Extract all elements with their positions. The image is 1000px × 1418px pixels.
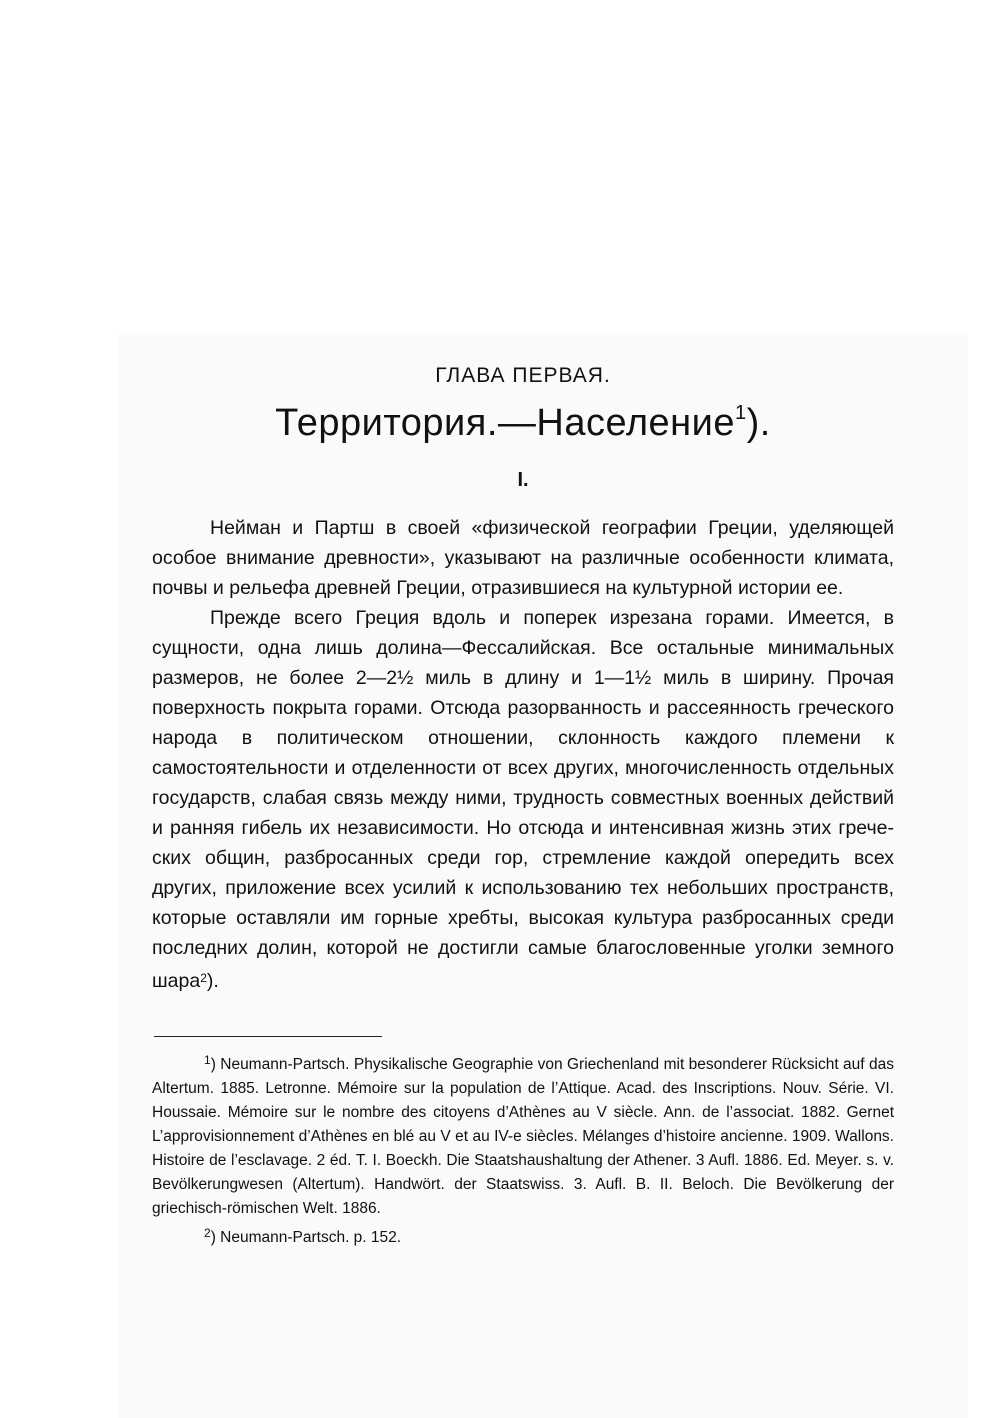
section-number: I.: [517, 469, 529, 491]
footnote-2-mark: 2: [204, 1226, 211, 1240]
chapter-title: [152, 402, 894, 445]
paragraph-2: [152, 603, 894, 996]
footnote-1-text: ) Neumann-Partsch. Physikalische Geographie von Griechenland mit besonderer Rücksicht auf das Altertum. 1885. Letronne. Mémoire sur la population de l’Attique. Acad. des Inscriptions. Nouv. Série. VI. Houssaie. Mémoire sur le nombre des citoyens d’Athènes au V siècle. Ann. de l’associat. 1882. Gernet L’approvisionnement d’Athènes en blé au V et au IV-e siècles. Mélanges d’histoire ancienne. 1909. Wallons. Histoire de l’esclavage. 2 éd. T. I. Boeckh. Die Staatshaushaltung der Athener. 3 Aufl. 1886. Ed. Meyer. s. v. Bevölkerungwesen (Altertum). Handwört. der Staatswiss. 3. Aufl. B. II. Beloch. Die Bevölkerung der griechisch-römischen Welt. 1886.: [152, 1056, 894, 1217]
paragraph-2-end: ).: [206, 970, 219, 992]
footnote-1-mark: 1: [204, 1053, 211, 1067]
paragraph-2-text: Прежде всего Греция вдоль и поперек изрезана горами. Имеется, в сущности, одна лишь долина—Фессалийская. Все остальные минимальных размеров, не более 2—2½ миль в длину и 1—1½ миль в ширину. Прочая поверхность покрыта горами. Отсюда разорванность и рассеянность греческого народа в политическом отношении, склонность каждого племени к самостоятельности и отделенности от всех других, многочисленность отдельных государств, слабая связь между ними, трудность совместных военных действий и ранняя гибель их независимости. Но отсюда и интенсивная жизнь этих греческих общин, разбросанных среди гор, стремление каждой опередить всех других, приложение всех усилий к использованию тех небольших пространств, которые оставляли им горные хребты, высокая культура разбросанных среди последних долин, которой не достигли самые благословенные уголки земного шара: [152, 607, 894, 992]
footnote-1: [152, 1048, 894, 1221]
footnote-divider: [154, 1036, 382, 1037]
body-text: [152, 513, 894, 996]
paragraph-2-note-mark: 2: [200, 971, 207, 985]
chapter-title-note-mark: 1: [735, 402, 747, 424]
chapter-title-text: Территория.—Население: [275, 402, 736, 444]
footnote-2-text: ) Neumann-Partsch. p. 152.: [210, 1229, 402, 1246]
paragraph-1: Нейман и Партш в своей «физической географии Греции, уделяющей особое внимание древности», указывают на различные особенности климата, почвы и рельефа древней Греции, отразившиеся на культурной истории ее.: [152, 517, 894, 599]
footnotes: [152, 1048, 894, 1250]
chapter-title-end: ).: [746, 402, 771, 444]
footnote-2: [152, 1221, 894, 1250]
chapter-label: ГЛАВА ПЕРВАЯ.: [435, 364, 611, 387]
